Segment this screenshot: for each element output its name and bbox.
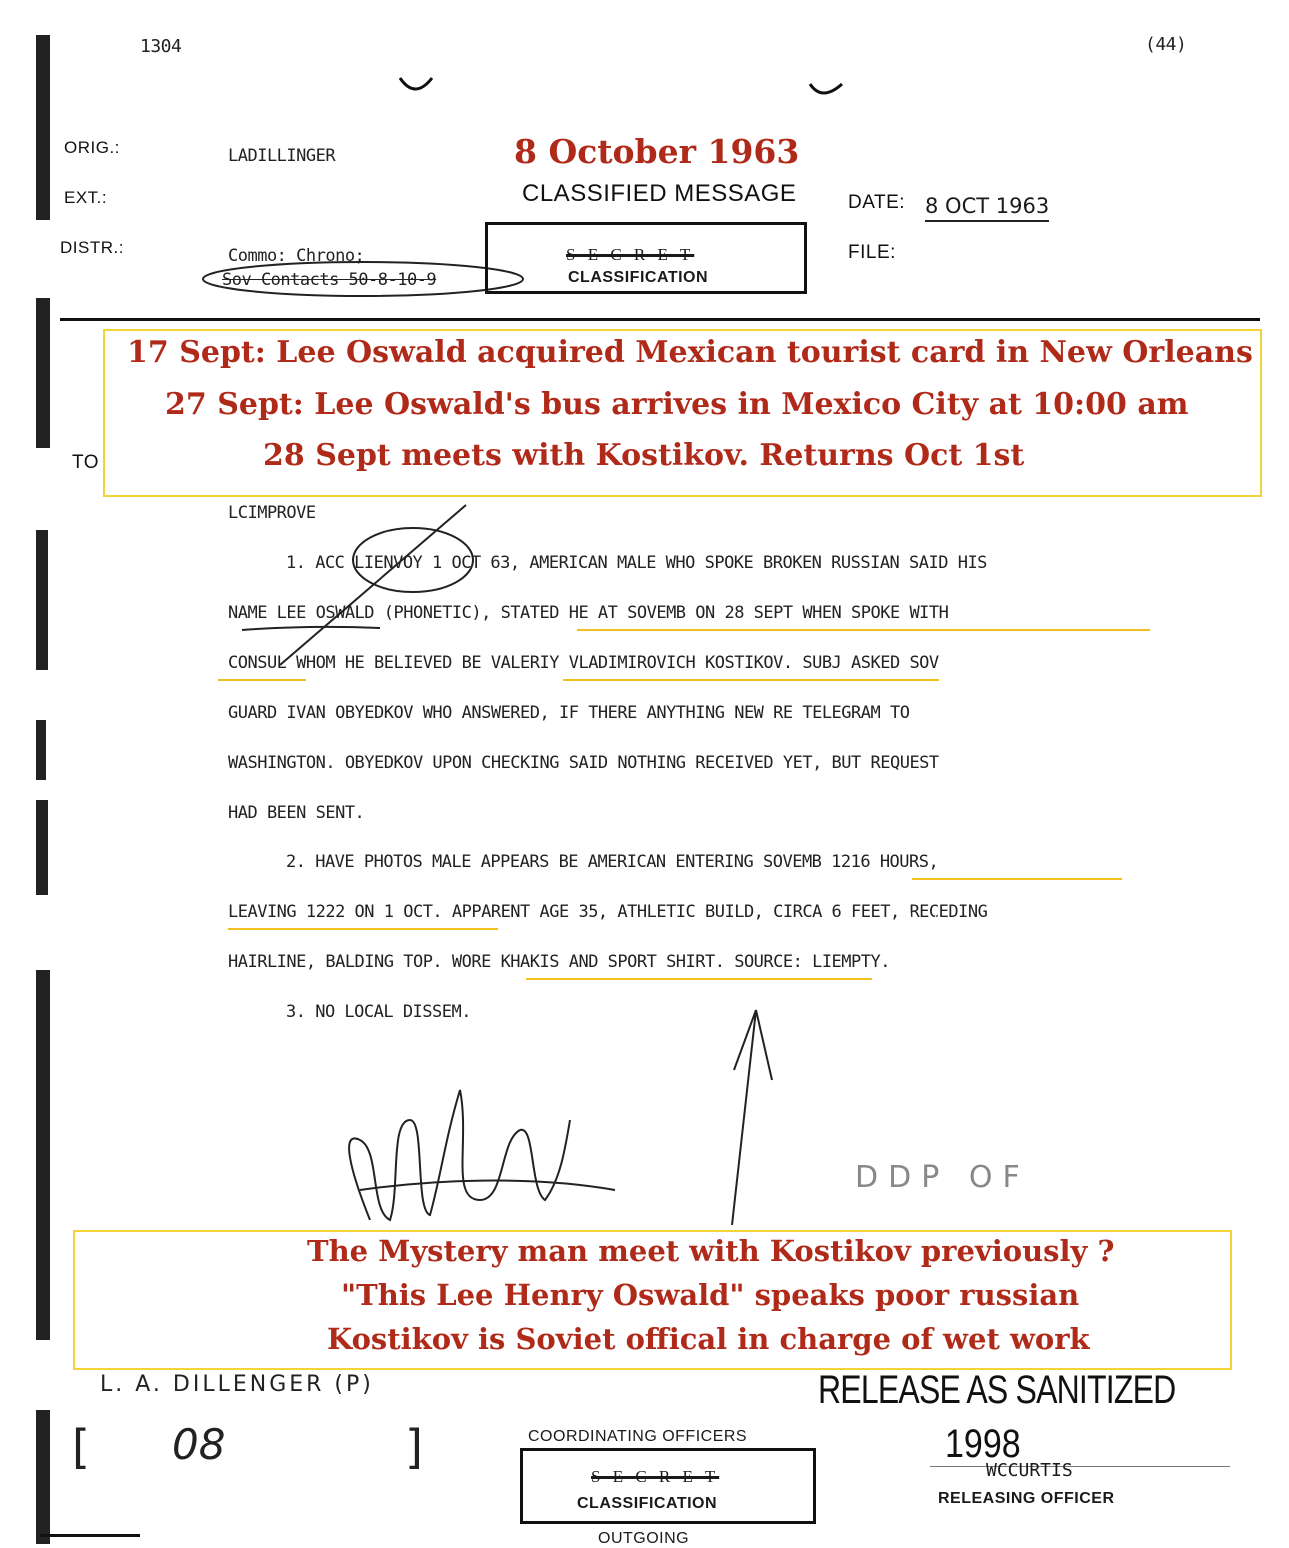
cable-p2-line-2: LEAVING 1222 ON 1 OCT. APPARENT AGE 35, ATHLETIC BUILD, CIRCA 6 FEET, RECEDING (228, 902, 988, 922)
classification-struck: S E C R E T (566, 245, 695, 264)
timeline-annotation-box (103, 329, 1262, 497)
cable-header: LCIMPROVE (228, 503, 316, 523)
distr-label: DISTR.: (60, 238, 124, 257)
classification-label: CLASSIFICATION (568, 269, 709, 286)
overlay-date-title: 8 October 1963 (514, 132, 800, 171)
commentary-line-3: Kostikov is Soviet offical in charge of wet work (327, 1322, 1090, 1356)
cable-p2-line-1: 2. HAVE PHOTOS MALE APPEARS BE AMERICAN ENTERING SOVEMB 1216 HOURS, (286, 852, 939, 872)
handwritten-note: DDP OF (855, 1160, 1030, 1195)
to-label: TO (72, 452, 100, 473)
ext-label: EXT.: (64, 188, 108, 207)
cable-p2-line-3: HAIRLINE, BALDING TOP. WORE KHAKIS AND SPORT SHIRT. SOURCE: LIEMPTY. (228, 952, 890, 972)
outgoing-label: OUTGOING (598, 1530, 690, 1547)
handwritten-signature (330, 1080, 630, 1230)
handwritten-originator: L. A. DILLENGER (P) (100, 1372, 374, 1397)
date-label: DATE: (848, 192, 906, 213)
scan-edge (36, 720, 46, 780)
date-value: 8 OCT 1963 (925, 194, 1049, 222)
classification-box-top (485, 222, 807, 294)
form-code: 1304 (140, 36, 182, 57)
orig-value: LADILLINGER (228, 146, 336, 166)
release-year: 1998 (945, 1422, 1021, 1466)
arrow-mark (720, 1000, 790, 1230)
bracket-left: [ (72, 1420, 90, 1474)
timeline-line-1: 17 Sept: Lee Oswald acquired Mexican tourist card in New Orleans (127, 335, 1253, 370)
classification-struck-bottom: S E C R E T (591, 1467, 720, 1486)
bracket-right: ] (405, 1420, 423, 1474)
cable-p1-line-1: 1. ACC LIENVOY 1 OCT 63, AMERICAN MALE WHO SPOKE BROKEN RUSSIAN SAID HIS (286, 553, 987, 573)
commentary-line-1: The Mystery man meet with Kostikov previously ? (307, 1234, 1115, 1268)
release-stamp: RELEASE AS SANITIZED (818, 1368, 1176, 1412)
cable-p3: 3. NO LOCAL DISSEM. (286, 1002, 471, 1022)
timeline-line-3: 28 Sept meets with Kostikov. Returns Oct 1st (263, 438, 1025, 473)
bracket-number: 08 (172, 1420, 226, 1469)
commentary-annotation-box (73, 1230, 1232, 1370)
cable-p1-line-3: CONSUL WHOM HE BELIEVED BE VALERIY VLADIMIROVICH KOSTIKOV. SUBJ ASKED SOV (228, 653, 939, 673)
cable-p1-line-4: GUARD IVAN OBYEDKOV WHO ANSWERED, IF THERE ANYTHING NEW RE TELEGRAM TO (228, 703, 910, 723)
scan-edge (36, 1410, 50, 1544)
releasing-rule (930, 1466, 1230, 1467)
distr-line-1: Commo: Chrono; (228, 246, 365, 266)
coordinating-label: COORDINATING OFFICERS (528, 1428, 748, 1445)
orig-label: ORIG.: (64, 138, 120, 157)
cable-p1-line-2: NAME LEE OSWALD (PHONETIC), STATED HE AT SOVEMB ON 28 SEPT WHEN SPOKE WITH (228, 603, 949, 623)
scan-edge (36, 800, 48, 895)
file-label: FILE: (848, 242, 896, 263)
scan-edge (36, 970, 50, 1340)
form-rule (60, 318, 1260, 321)
cable-p1-line-6: HAD BEEN SENT. (228, 803, 365, 823)
scan-edge (36, 298, 50, 448)
commentary-line-2: "This Lee Henry Oswald" speaks poor russian (341, 1278, 1080, 1312)
timeline-line-2: 27 Sept: Lee Oswald's bus arrives in Mexico City at 10:00 am (165, 387, 1189, 422)
page-number: (44) (1145, 34, 1187, 55)
classification-box-bottom (520, 1448, 816, 1524)
distr-line-2: Sov Contacts 50-8-10-9 (222, 270, 437, 290)
message-type: CLASSIFIED MESSAGE (522, 180, 797, 207)
releasing-label: RELEASING OFFICER (938, 1490, 1115, 1507)
classification-label-bottom: CLASSIFICATION (577, 1495, 718, 1512)
punch-hole-marks (390, 70, 850, 110)
cable-p1-line-5: WASHINGTON. OBYEDKOV UPON CHECKING SAID NOTHING RECEIVED YET, BUT REQUEST (228, 753, 939, 773)
scan-edge (36, 35, 50, 220)
pen-marks (230, 500, 1230, 1060)
scan-edge (36, 530, 48, 670)
bottom-edge-line (40, 1534, 140, 1537)
releasing-name: WCCURTIS (986, 1460, 1073, 1481)
